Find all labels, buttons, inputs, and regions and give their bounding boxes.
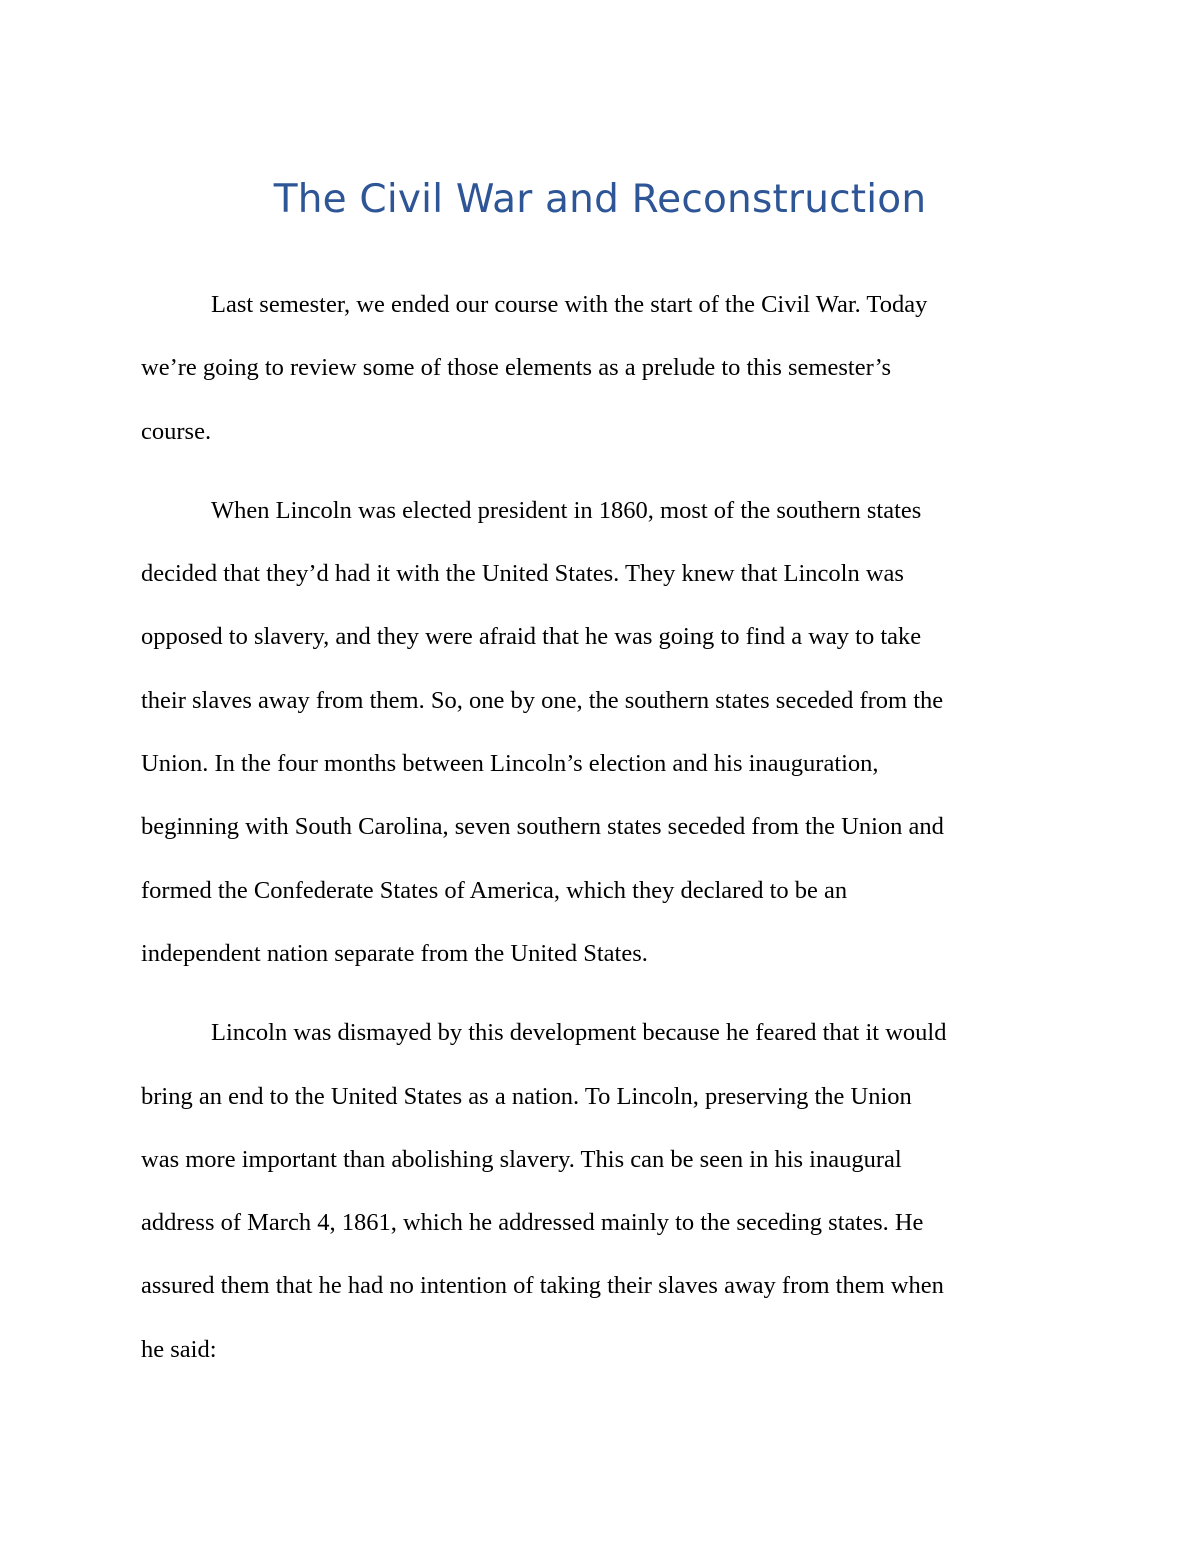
paragraph-line: beginning with South Carolina, seven southern states seceded from the Union and — [141, 813, 944, 841]
paragraph-line: we’re going to review some of those elements as a prelude to this semester’s — [141, 354, 891, 382]
paragraph-line: opposed to slavery, and they were afraid that he was going to find a way to take — [141, 623, 922, 651]
paragraph-line: address of March 4, 1861, which he addressed mainly to the seceding states. He — [141, 1209, 924, 1237]
paragraph-line: assured them that he had no intention of taking their slaves away from them when — [141, 1272, 944, 1300]
paragraph-line: independent nation separate from the United States. — [141, 939, 648, 967]
paragraph-line: Lincoln was dismayed by this development because he feared that it would — [211, 1019, 947, 1047]
paragraph-line: was more important than abolishing slavery. This can be seen in his inaugural — [141, 1145, 902, 1173]
document-title: The Civil War and Reconstruction — [273, 177, 927, 222]
paragraph-line: Last semester, we ended our course with the start of the Civil War. Today — [211, 291, 928, 318]
paragraph-line: Union. In the four months between Lincoln’s election and his inauguration, — [141, 750, 879, 778]
paragraph-line: formed the Confederate States of America, which they declared to be an — [141, 876, 848, 904]
paragraph-line: their slaves away from them. So, one by one, the southern states seceded from the — [141, 686, 944, 714]
paragraph-line: decided that they’d had it with the United States. They knew that Lincoln was — [141, 560, 904, 588]
paragraph-line: When Lincoln was elected president in 1860, most of the southern states — [211, 496, 922, 524]
paragraph-1 — [141, 273, 1061, 463]
paragraph-2 — [141, 479, 1061, 985]
paragraph-line: course. — [141, 417, 212, 445]
paragraph-line: he said: — [141, 1335, 217, 1363]
paragraph-3 — [141, 1001, 1061, 1381]
document-body — [141, 273, 1061, 1397]
paragraph-line: bring an end to the United States as a nation. To Lincoln, preserving the Union — [141, 1082, 912, 1110]
